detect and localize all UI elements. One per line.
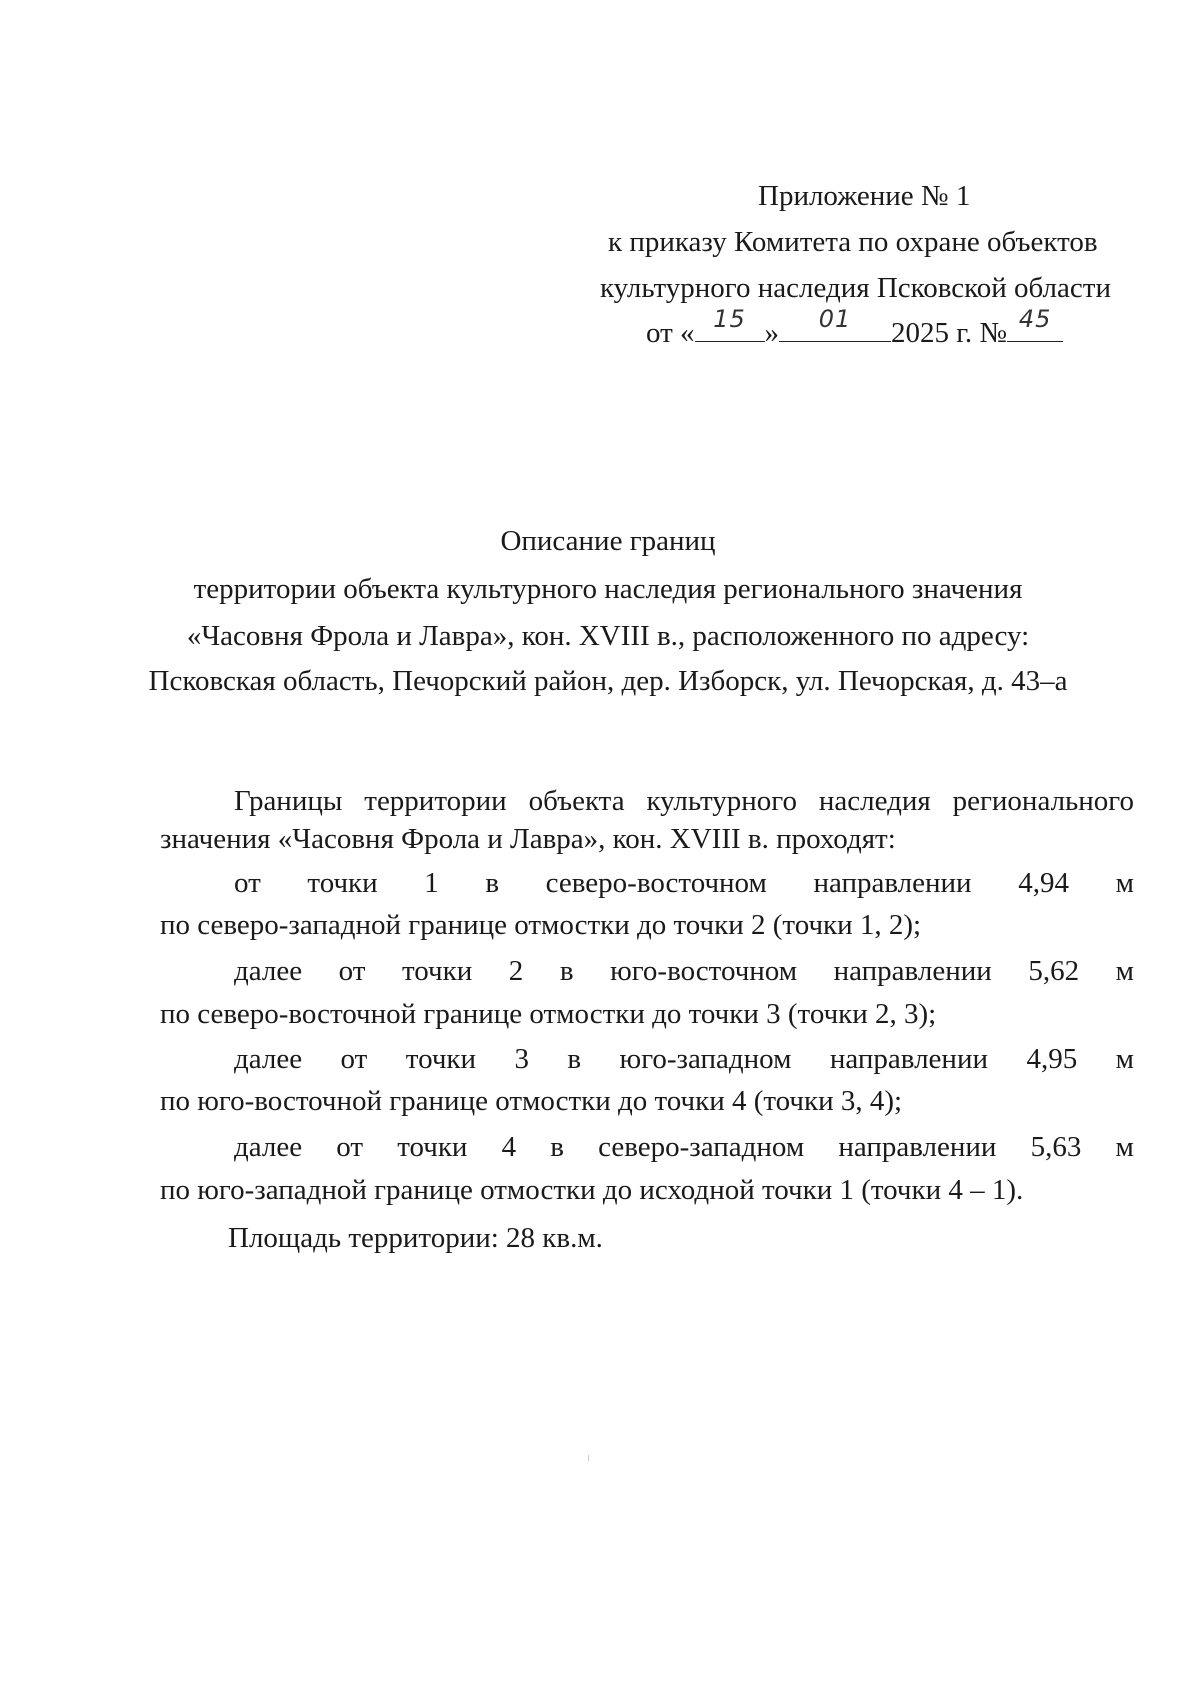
word: точки bbox=[405, 1043, 477, 1075]
intro-line-1 bbox=[234, 781, 1134, 821]
word: направлении bbox=[813, 867, 972, 899]
appendix-number: Приложение № 1 bbox=[758, 180, 971, 212]
route-3-line-1 bbox=[234, 1039, 1134, 1079]
word: в bbox=[559, 955, 574, 987]
month-handwritten: 01 bbox=[818, 305, 852, 333]
doc-title: Описание границ bbox=[500, 525, 716, 557]
word: от bbox=[340, 1043, 368, 1075]
route-4-line-1 bbox=[234, 1127, 1134, 1167]
route-2-line-1 bbox=[234, 951, 1134, 991]
number-handwritten: 45 bbox=[1018, 305, 1052, 333]
number-blank bbox=[1007, 305, 1063, 342]
word: далее bbox=[234, 1043, 303, 1075]
word: северо-западном bbox=[598, 1131, 805, 1163]
date-prefix: от « bbox=[646, 317, 695, 349]
word: регионального bbox=[952, 785, 1134, 817]
word: далее bbox=[234, 955, 303, 987]
word: культурного bbox=[646, 785, 797, 817]
intro-line-2: значения «Часовня Фрола и Лавра», кон. XVIII в. проходят: bbox=[160, 823, 896, 855]
word: м bbox=[1115, 1043, 1134, 1075]
word: 4,95 bbox=[1026, 1043, 1078, 1075]
date-mid: » bbox=[764, 317, 780, 349]
word: точки bbox=[307, 867, 378, 899]
year-text: 2025 г. № bbox=[891, 317, 1008, 349]
word: в bbox=[567, 1043, 582, 1075]
day-handwritten: 15 bbox=[713, 305, 746, 333]
word: 1 bbox=[424, 867, 439, 899]
word: в bbox=[485, 867, 500, 899]
route-2-line-2: по северо-восточной границе отмостки до точки 3 (точки 2, 3); bbox=[160, 998, 937, 1030]
word: м bbox=[1115, 955, 1134, 987]
day-blank bbox=[695, 305, 765, 342]
word: в bbox=[550, 1131, 564, 1163]
appendix-committee: культурного наследия Псковской области bbox=[600, 272, 1111, 304]
word: 5,62 bbox=[1028, 955, 1080, 987]
territory-area: Площадь территории: 28 кв.м. bbox=[228, 1222, 603, 1254]
route-1-line-2: по северо-западной границе отмостки до точки 2 (точки 1, 2); bbox=[160, 909, 922, 941]
word: точки bbox=[402, 955, 473, 987]
month-blank bbox=[779, 305, 891, 342]
word: юго-восточном bbox=[610, 955, 798, 987]
appendix-order-ref: к приказу Комитета по охране объектов bbox=[608, 226, 1098, 258]
word: 2 bbox=[508, 955, 524, 987]
route-3-line-2: по юго-восточной границе отмостки до точки 4 (точки 3, 4); bbox=[160, 1085, 903, 1117]
word: направлении bbox=[833, 955, 992, 987]
doc-subtitle-2: «Часовня Фрола и Лавра», кон. XVIII в., расположенного по адресу: bbox=[186, 620, 1030, 652]
word: наследия bbox=[818, 785, 931, 817]
word: юго-западном bbox=[619, 1043, 792, 1075]
word: объекта bbox=[528, 785, 625, 817]
word: Границы bbox=[234, 785, 343, 817]
scan-speck bbox=[588, 1455, 589, 1461]
word: точки bbox=[397, 1131, 468, 1163]
route-1-line-1 bbox=[234, 863, 1134, 903]
word: 5,63 bbox=[1030, 1131, 1082, 1163]
doc-address: Псковская область, Печорский район, дер. Изборск, ул. Печорская, д. 43–а bbox=[148, 665, 1068, 697]
word: 4,94 bbox=[1018, 867, 1069, 899]
word: от bbox=[338, 955, 366, 987]
order-date-line bbox=[646, 305, 1063, 353]
word: м bbox=[1115, 867, 1134, 899]
word: от bbox=[234, 867, 261, 899]
word: м bbox=[1115, 1131, 1134, 1163]
route-4-line-2: по юго-западной границе отмостки до исходной точки 1 (точки 4 – 1). bbox=[160, 1174, 1024, 1206]
doc-subtitle-1: территории объекта культурного наследия регионального значения bbox=[193, 573, 1023, 605]
word: северо-восточном bbox=[545, 867, 767, 899]
word: от bbox=[336, 1131, 364, 1163]
word: направлении bbox=[829, 1043, 988, 1075]
word: направлении bbox=[838, 1131, 997, 1163]
word: территории bbox=[364, 785, 507, 817]
word: далее bbox=[234, 1131, 303, 1163]
word: 3 bbox=[514, 1043, 529, 1075]
word: 4 bbox=[501, 1131, 517, 1163]
